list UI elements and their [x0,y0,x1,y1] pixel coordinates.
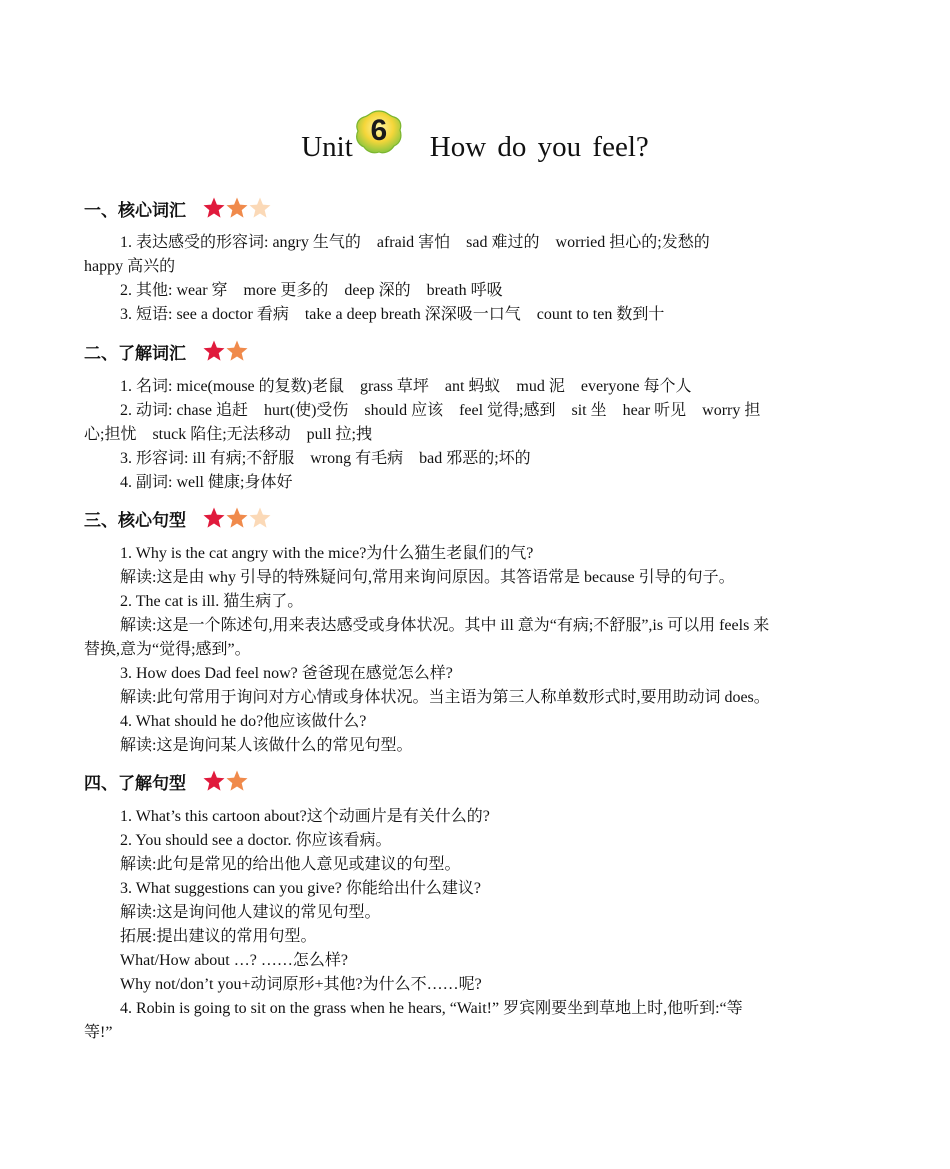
star-icon [248,196,272,220]
section-title: 四、了解句型 [84,773,186,794]
text-line: What/How about …? ……怎么样? [120,952,348,969]
text-line: 替换,意为“觉得;感到”。 [84,641,251,658]
star-icon [202,196,226,220]
unit-word: Unit [301,130,353,163]
star-icon [248,506,272,530]
section-title: 二、了解词汇 [84,343,186,364]
text-line: 1. What’s this cartoon about?这个动画片是有关什么的? [120,808,490,825]
section-title: 一、核心词汇 [84,200,186,221]
star-icon [202,339,226,363]
text-line: 4. 副词: well 健康;身体好 [120,474,293,491]
difficulty-stars [202,339,248,363]
text-line: 解读:此句常用于询问对方心情或身体状况。当主语为第三人称单数形式时,要用助动词 does。 [120,689,770,706]
text-line: 2. You should see a doctor. 你应该看病。 [120,832,392,849]
unit-number: 6 [370,114,388,147]
text-line: happy 高兴的 [84,258,176,275]
section-title: 三、核心句型 [84,510,186,531]
text-line: Why not/don’t you+动词原形+其他?为什么不……呢? [120,976,482,993]
star-icon [225,196,249,220]
unit-number-badge [354,109,404,155]
text-line: 3. What suggestions can you give? 你能给出什么建议? [120,880,481,897]
section-heading-1 [84,193,271,223]
star-icon [202,506,226,530]
text-line: 2. 动词: chase 追赶 hurt(使)受伤 should 应该 feel 觉得;感到 sit 坐 hear 听见 worry 担 [120,402,761,419]
section-heading-4 [84,766,248,796]
text-line: 2. The cat is ill. 猫生病了。 [120,593,304,610]
text-line: 1. Why is the cat angry with the mice?为什么猫生老鼠们的气? [120,545,534,562]
unit-title [0,112,950,172]
difficulty-stars [202,769,248,793]
text-line: 等!” [84,1024,113,1041]
star-icon [225,769,249,793]
section-heading-2 [84,336,248,366]
text-line: 1. 表达感受的形容词: angry 生气的 afraid 害怕 sad 难过的 worried 担心的;发愁的 [120,234,710,251]
star-icon [225,506,249,530]
difficulty-stars [202,196,271,220]
text-line: 解读:这是由 why 引导的特殊疑问句,常用来询问原因。其答语常是 because 引导的句子。 [120,569,735,586]
star-icon [202,769,226,793]
text-line: 解读:此句是常见的给出他人意见或建议的句型。 [120,856,461,873]
text-line: 4. What should he do?他应该做什么? [120,713,367,730]
text-line: 拓展:提出建议的常用句型。 [120,928,317,945]
star-icon [225,339,249,363]
unit-heading: How do you feel? [429,130,649,163]
text-line: 1. 名词: mice(mouse 的复数)老鼠 grass 草坪 ant 蚂蚁 mud 泥 everyone 每个人 [120,378,692,395]
text-line: 3. 短语: see a doctor 看病 take a deep breath 深深吸一口气 count to ten 数到十 [120,306,665,323]
text-line: 3. How does Dad feel now? 爸爸现在感觉怎么样? [120,665,453,682]
text-line: 2. 其他: wear 穿 more 更多的 deep 深的 breath 呼吸 [120,282,503,299]
text-line: 心;担忧 stuck 陷住;无法移动 pull 拉;拽 [84,426,373,443]
text-line: 解读:这是询问某人该做什么的常见句型。 [120,737,413,754]
difficulty-stars [202,506,271,530]
section-heading-3 [84,503,271,533]
text-line: 3. 形容词: ill 有病;不舒服 wrong 有毛病 bad 邪恶的;坏的 [120,450,531,467]
text-line: 4. Robin is going to sit on the grass when he hears, “Wait!” 罗宾刚要坐到草地上时,他听到:“等 [120,1000,743,1017]
text-line: 解读:这是询问他人建议的常见句型。 [120,904,381,921]
text-line: 解读:这是一个陈述句,用来表达感受或身体状况。其中 ill 意为“有病;不舒服”,is 可以用 feels 来 [120,617,770,634]
